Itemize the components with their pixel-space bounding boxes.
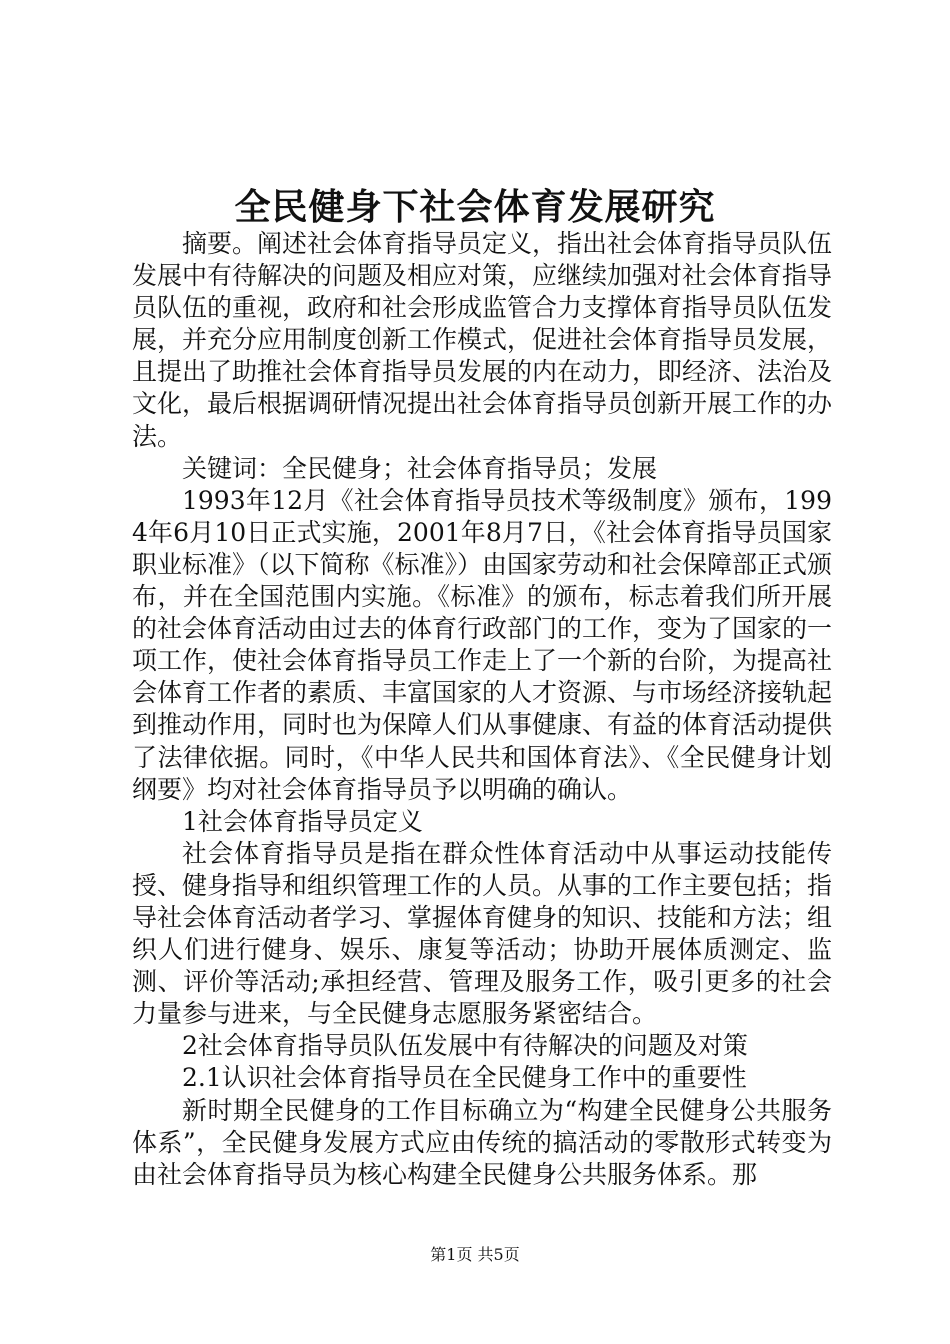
section-2-heading: 2社会体育指导员队伍发展中有待解决的问题及对策 xyxy=(182,1031,748,1061)
section-1-heading: 1社会体育指导员定义 xyxy=(182,806,423,836)
page-footer: 第1页 共5页 xyxy=(430,1245,520,1264)
abstract-paragraph: 摘要。阐述社会体育指导员定义，指出社会体育指导员队伍发展中有待解决的问题及相应对策，应继续加强对社会体育指导员队伍的重视，政府和社会形成监管合力支撑体育指导员队伍发展，并充分应用制度创新工作模式，促进社会体育指导员发展，且提出了助推社会体育指导员发展的内在动力，即经济、法治及文化，最后根据调研情况提出社会体育指导员创新开展工作的办法。 xyxy=(132,229,833,451)
section-2-1-heading: 2.1认识社会体育指导员在全民健身工作中的重要性 xyxy=(182,1063,747,1093)
intro-paragraph: 1993年12月《社会体育指导员技术等级制度》颁布，1994年6月10日正式实施，2001年8月7日，《社会体育指导员国家职业标准》（以下简称《标准》）由国家劳动和社会保障部正式颁布，并在全国范围内实施。《标准》的颁布，标志着我们所开展的社会体育活动由过去的体育行政部门的工作，变为了国家的一项工作，使社会体育指导员工作走上了一个新的台阶，为提高社会体育工作者的素质、丰富国家的人才资源、与市场经济接轨起到推动作用，同时也为保障人们从事健康、有益的体育活动提供了法律依据。同时，《中华人民共和国体育法》、《全民健身计划纲要》均对社会体育指导员予以明确的确认。 xyxy=(132,485,833,804)
keywords-paragraph: 关键词：全民健身；社会体育指导员；发展 xyxy=(182,453,658,483)
section-1-paragraph: 社会体育指导员是指在群众性体育活动中从事运动技能传授、健身指导和组织管理工作的人员。从事的工作主要包括；指导社会体育活动者学习、掌握体育健身的知识、技能和方法；组织人们进行健身、娱乐、康复等活动；协助开展体质测定、监测、评价等活动;承担经营、管理及服务工作，吸引更多的社会力量参与进来，与全民健身志愿服务紧密结合。 xyxy=(132,838,833,1029)
section-2-1-paragraph: 新时期全民健身的工作目标确立为“构建全民健身公共服务体系”，全民健身发展方式应由传统的搞活动的零散形式转变为由社会体育指导员为核心构建全民健身公共服务体系。那 xyxy=(132,1095,832,1189)
document-title: 全民健身下社会体育发展研究 xyxy=(234,186,716,228)
document-body xyxy=(132,228,832,1191)
